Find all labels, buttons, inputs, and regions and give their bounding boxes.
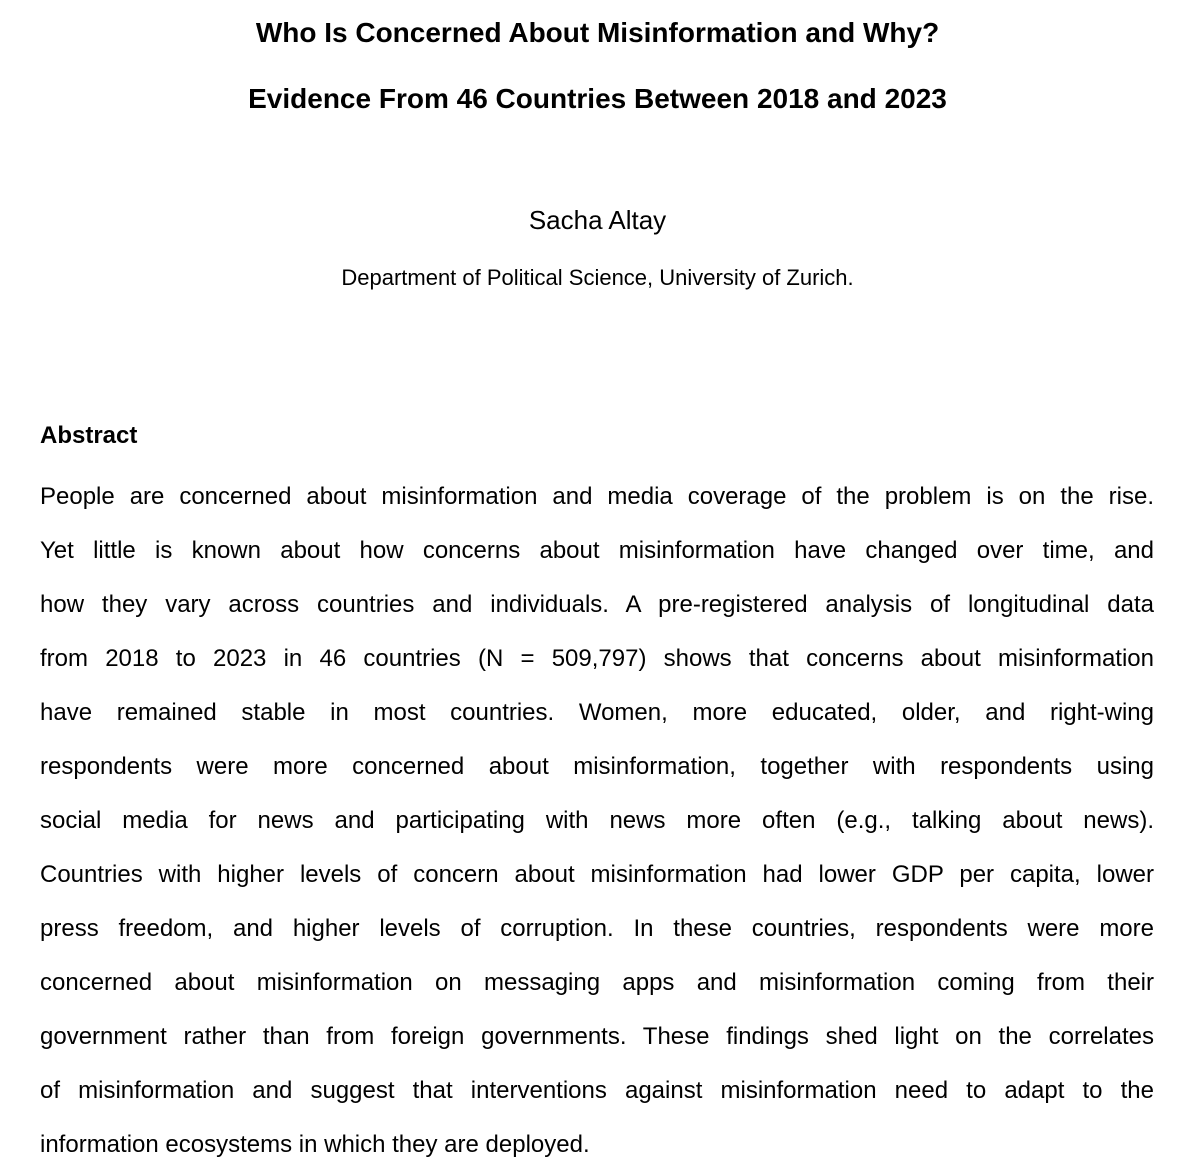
abstract-line: press freedom, and higher levels of corruption. In these countries, respondents were more [40,915,1154,942]
author-affiliation: Department of Political Science, University of Zurich. [341,265,854,290]
abstract-line: government rather than from foreign governments. These findings shed light on the correlates [40,1023,1154,1050]
abstract-line: concerned about misinformation on messaging apps and misinformation coming from their [40,969,1154,996]
abstract-line: social media for news and participating with news more often (e.g., talking about news). [40,807,1154,834]
abstract-line: how they vary across countries and individuals. A pre-registered analysis of longitudinal data [40,591,1154,618]
abstract-body [40,470,1154,1172]
abstract-line: have remained stable in most countries. Women, more educated, older, and right-wing [40,699,1154,726]
abstract-line: Countries with higher levels of concern about misinformation had lower GDP per capita, lower [40,861,1154,888]
abstract-line: information ecosystems in which they are deployed. [40,1131,590,1158]
paper-title-line-2: Evidence From 46 Countries Between 2018 and 2023 [248,83,947,114]
abstract-line: Yet little is known about how concerns about misinformation have changed over time, and [40,537,1154,564]
abstract-heading: Abstract [40,422,138,449]
abstract-line: People are concerned about misinformation and media coverage of the problem is on the rise. [40,483,1154,510]
abstract-line: of misinformation and suggest that interventions against misinformation need to adapt to the [40,1077,1154,1104]
paper-title-line-1: Who Is Concerned About Misinformation and Why? [255,17,940,48]
abstract-line: from 2018 to 2023 in 46 countries (N = 509,797) shows that concerns about misinformation [40,645,1154,672]
abstract-line: respondents were more concerned about misinformation, together with respondents using [40,753,1154,780]
author-name: Sacha Altay [528,205,667,235]
